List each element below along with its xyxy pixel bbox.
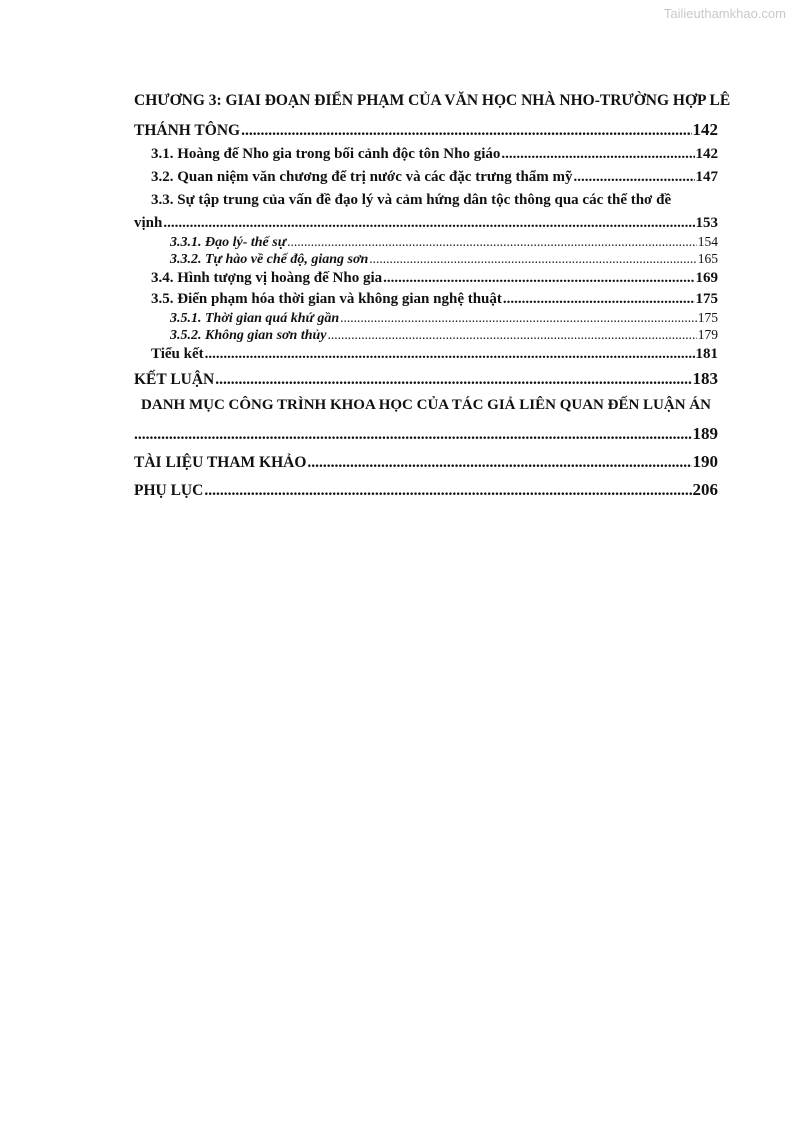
leader-dots: [307, 454, 691, 472]
toc-entry-title: 3.4. Hình tượng vị hoàng đế Nho gia: [151, 270, 383, 286]
leader-dots: [215, 371, 691, 389]
leader-dots: [503, 291, 695, 308]
leader-dots: [574, 169, 695, 186]
toc-entry-3-5-1[interactable]: [134, 310, 718, 327]
toc-entry-title: Tiểu kết: [151, 346, 204, 362]
watermark-text: Tailieuthamkhao.com: [663, 6, 786, 21]
toc-page-number: 175: [695, 291, 718, 307]
toc-entry-3-3-1[interactable]: [134, 234, 718, 251]
toc-entry-3-3-2[interactable]: [134, 251, 718, 268]
toc-entry-title: KẾT LUẬN: [134, 371, 215, 388]
toc-entry-3-4[interactable]: [134, 270, 718, 287]
toc-page-number: 169: [695, 270, 718, 286]
toc-entry-3-3[interactable]: [134, 215, 718, 232]
toc-page-number: 142: [695, 146, 718, 162]
toc-page-number: 175: [697, 310, 718, 325]
toc-entry-title: 3.5.2. Không gian sơn thủy: [170, 328, 327, 343]
leader-dots: [134, 426, 692, 444]
leader-dots: [501, 146, 694, 163]
toc-entry-title: 3.3.1. Đạo lý- thế sự: [170, 235, 287, 250]
toc-entry-title: 3.5.1. Thời gian quá khứ gần: [170, 311, 340, 326]
leader-dots: [369, 251, 696, 267]
toc-entry-title: 3.5. Điển phạm hóa thời gian và không gian nghệ thuật: [151, 291, 502, 307]
toc-page-number: 154: [697, 234, 718, 249]
toc-page-number: 189: [692, 424, 718, 443]
table-of-contents: [134, 92, 731, 500]
toc-entry-chapter3[interactable]: [134, 120, 718, 140]
toc-entry-tieu-ket[interactable]: [134, 346, 718, 363]
toc-page-number: 142: [692, 120, 718, 139]
toc-entry-title: 3.1. Hoàng đế Nho gia trong bối cảnh độc tôn Nho giáo: [151, 146, 501, 162]
toc-entry-title: THÁNH TÔNG: [134, 122, 241, 139]
toc-entry-danh-muc[interactable]: [134, 424, 718, 444]
toc-entry-3-3-line1: 3.3. Sự tập trung của vấn đề đạo lý và cảm hứng dân tộc thông qua các thể thơ đề: [151, 192, 672, 208]
toc-entry-title: PHỤ LỤC: [134, 482, 204, 499]
toc-entry-3-1[interactable]: [134, 146, 718, 163]
leader-dots: [340, 310, 697, 326]
toc-page-number: 147: [695, 169, 718, 185]
toc-chapter3-title-line1: CHƯƠNG 3: GIAI ĐOẠN ĐIỂN PHẠM CỦA VĂN HỌC NHÀ NHO-TRƯỜNG HỢP LÊ: [134, 92, 731, 109]
leader-dots: [205, 346, 695, 363]
leader-dots: [287, 234, 697, 250]
toc-entry-title: vịnh: [134, 215, 163, 231]
toc-page-number: 165: [697, 251, 718, 266]
toc-page-number: 181: [695, 346, 718, 362]
toc-page-number: 190: [692, 452, 718, 471]
toc-entry-3-2[interactable]: [134, 169, 718, 186]
toc-entry-title: 3.3.2. Tự hào về chế độ, giang sơn: [170, 252, 369, 267]
toc-page-number: 206: [692, 480, 718, 499]
toc-page-number: 153: [695, 215, 718, 231]
toc-page-number: 183: [692, 369, 718, 388]
toc-entry-title: TÀI LIỆU THAM KHẢO: [134, 454, 307, 471]
toc-entry-3-5[interactable]: [134, 291, 718, 308]
leader-dots: [163, 215, 694, 232]
toc-danh-muc-title: DANH MỤC CÔNG TRÌNH KHOA HỌC CỦA TÁC GIẢ LIÊN QUAN ĐẾN LUẬN ÁN: [141, 397, 711, 413]
toc-entry-title: 3.2. Quan niệm văn chương để trị nước và các đặc trưng thẩm mỹ: [151, 169, 573, 185]
toc-entry-ket-luan[interactable]: [134, 369, 718, 389]
leader-dots: [204, 482, 691, 500]
toc-entry-3-5-2[interactable]: [134, 327, 718, 344]
leader-dots: [383, 270, 694, 287]
leader-dots: [241, 122, 691, 140]
toc-entry-phu-luc[interactable]: [134, 480, 718, 500]
toc-entry-tai-lieu[interactable]: [134, 452, 718, 472]
leader-dots: [328, 327, 697, 343]
toc-page-number: 179: [697, 327, 718, 342]
